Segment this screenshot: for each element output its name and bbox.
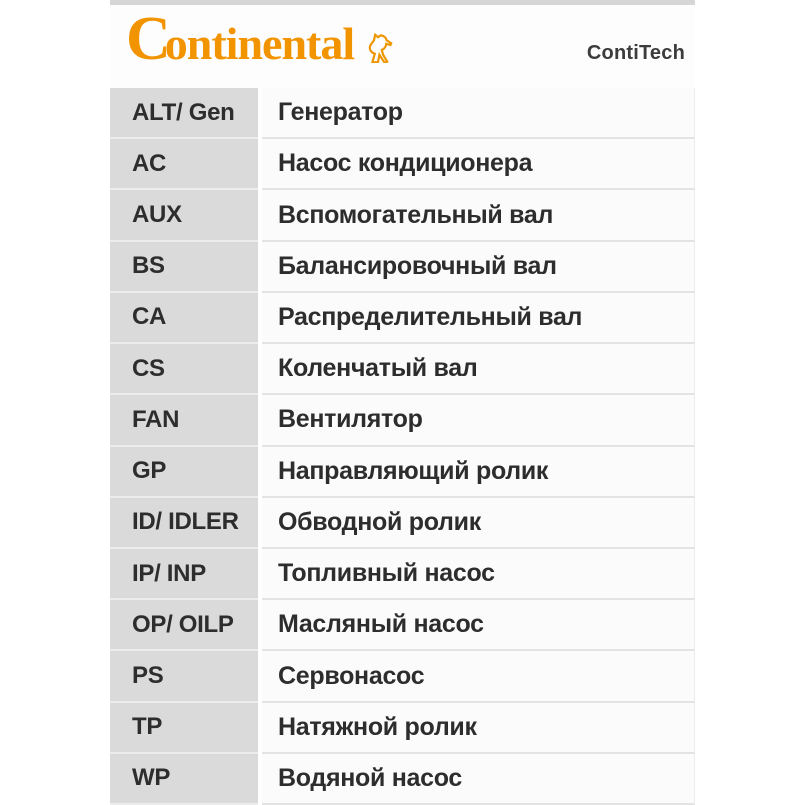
abbreviation-table [110,88,695,805]
code-cell: ID/ IDLER [110,498,258,549]
code-cell: TP [110,703,258,754]
continental-logo [126,7,400,72]
code-cell: AUX [110,190,258,241]
contitech-label: ContiTech [586,42,685,64]
description-cell: Вентилятор [262,395,695,446]
code-cell: CA [110,293,258,344]
table-row [110,754,695,805]
table-row [110,703,695,754]
description-cell: Насос кондиционера [262,139,695,190]
table-row [110,242,695,293]
description-cell: Вспомогательный вал [262,190,695,241]
description-cell: Направляющий ролик [262,447,695,498]
description-cell: Масляный насос [262,600,695,651]
table-row [110,395,695,446]
table-row [110,549,695,600]
table-row [110,600,695,651]
table-row [110,498,695,549]
code-cell: OP/ OILP [110,600,258,651]
table-row [110,447,695,498]
table-row [110,651,695,702]
horse-icon [362,25,400,68]
table-row [110,190,695,241]
code-cell: BS [110,242,258,293]
code-cell: WP [110,754,258,805]
table-row [110,88,695,139]
description-cell: Коленчатый вал [262,344,695,395]
description-cell: Распределительный вал [262,293,695,344]
brand-wordmark: ontinental [164,18,355,69]
description-cell: Сервонасос [262,651,695,702]
description-cell: Натяжной ролик [262,703,695,754]
code-cell: AC [110,139,258,190]
table-row [110,293,695,344]
table-row [110,139,695,190]
code-cell: IP/ INP [110,549,258,600]
description-cell: Балансировочный вал [262,242,695,293]
code-cell: PS [110,651,258,702]
brand-initial: C [126,5,167,73]
description-cell: Генератор [262,88,695,139]
page-content [110,0,695,805]
code-cell: ALT/ Gen [110,88,258,139]
brand-header [110,5,695,88]
table-row [110,344,695,395]
description-cell: Топливный насос [262,549,695,600]
code-cell: CS [110,344,258,395]
code-cell: FAN [110,395,258,446]
code-cell: GP [110,447,258,498]
description-cell: Обводной ролик [262,498,695,549]
description-cell: Водяной насос [262,754,695,805]
